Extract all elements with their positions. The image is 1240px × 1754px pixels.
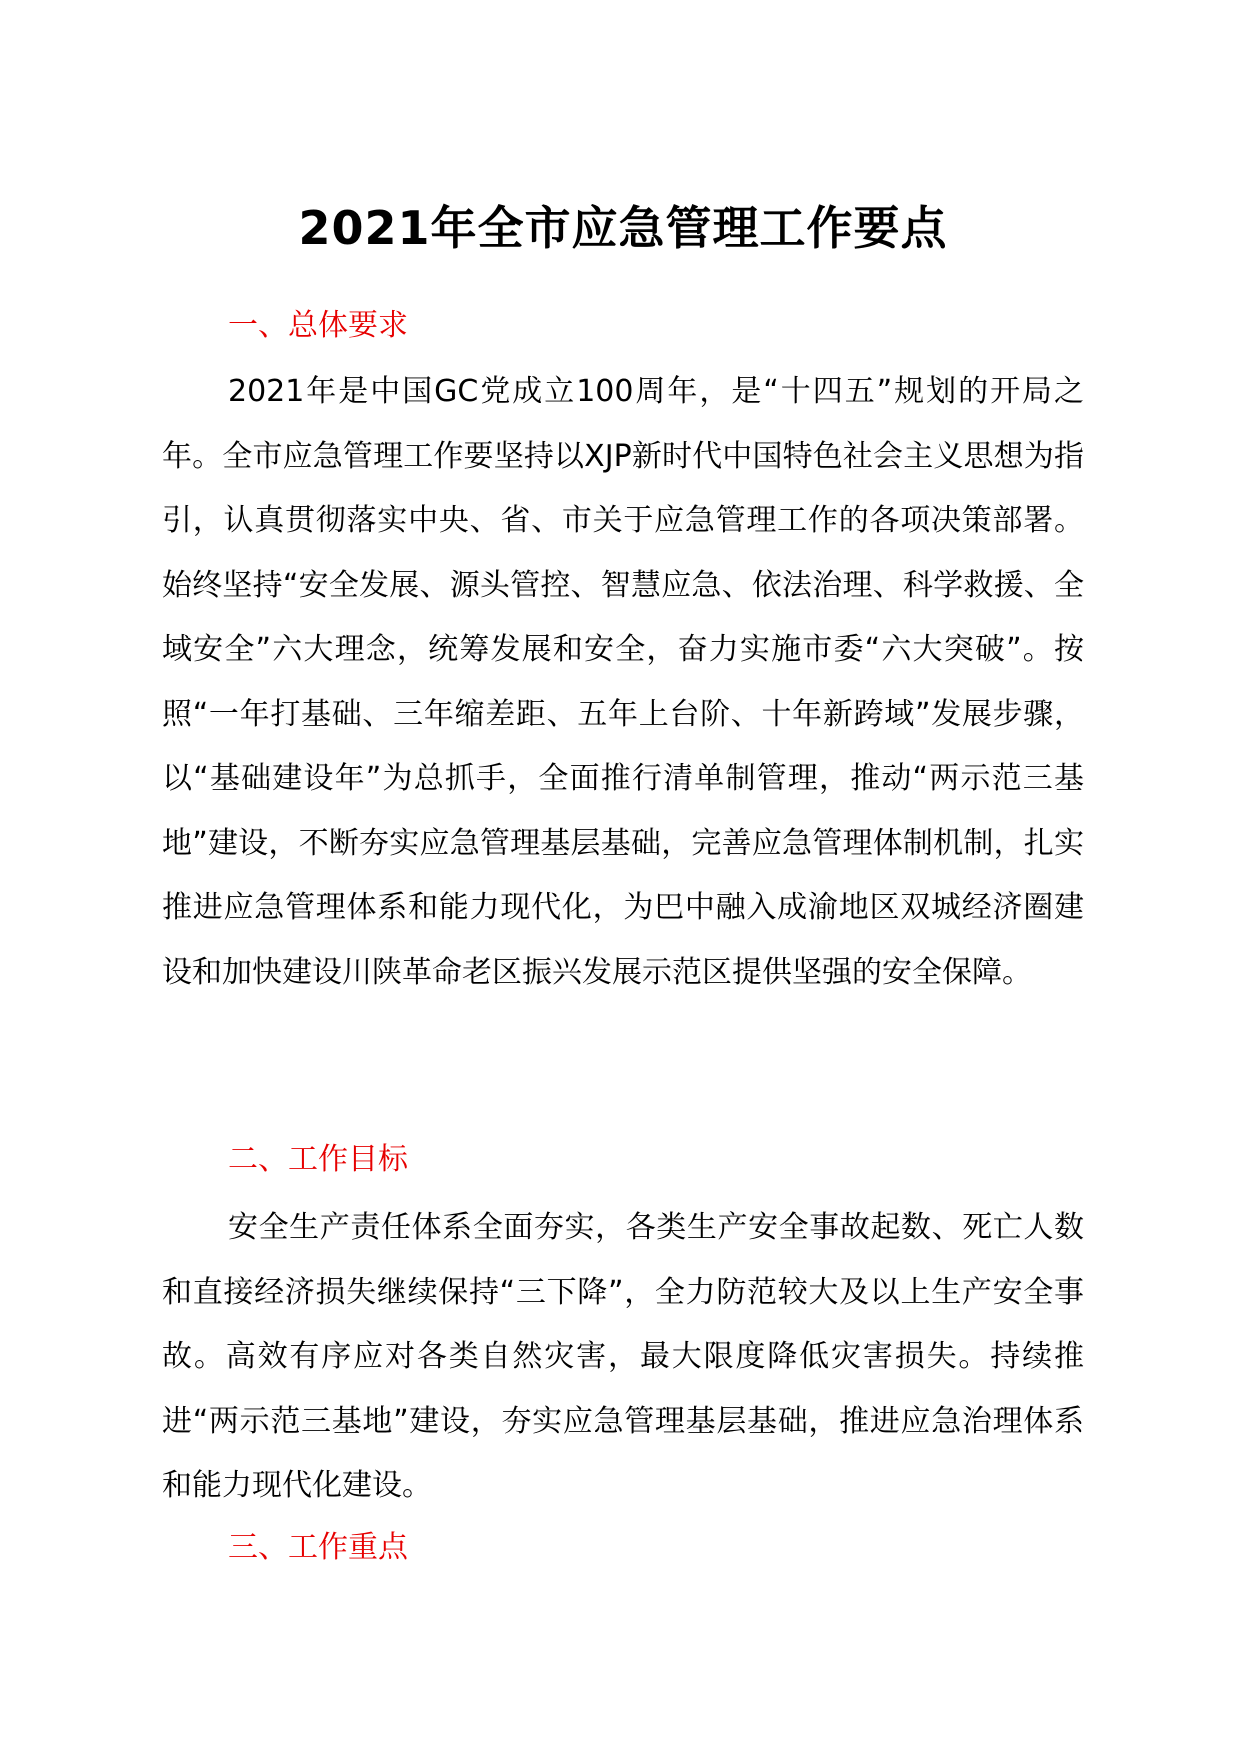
document-title: 2021年全市应急管理工作要点	[298, 201, 948, 255]
section-heading-work-goals: 二、工作目标	[228, 1142, 408, 1177]
section-paragraph-work-goals: 安全生产责任体系全面夯实，各类生产安全事故起数、死亡人数和直接经济损失继续保持“三下降”，全力防范较大及以上生产安全事故。高效有序应对各类自然灾害，最大限度降低灾害损失。持续推进“两示范三基地”建设，夯实应急管理基层基础，推进应急治理体系和能力现代化建设。	[162, 1210, 1084, 1503]
section-heading-overall-requirements: 一、总体要求	[228, 308, 408, 343]
section-paragraph-overall-requirements: 2021年是中国GC党成立100周年，是“十四五”规划的开局之年。全市应急管理工作要坚持以XJP新时代中国特色社会主义思想为指引，认真贯彻落实中央、省、市关于应急管理工作的各项决策部署。始终坚持“安全发展、源头管控、智慧应急、依法治理、科学救援、全域安全”六大理念，统筹发展和安全，奋力实施市委“六大突破”。按照“一年打基础、三年缩差距、五年上台阶、十年新跨域”发展步骤，以“基础建设年”为总抓手，全面推行清单制管理，推动“两示范三基地”建设，不断夯实应急管理基层基础，完善应急管理体制机制，扎实推进应急管理体系和能力现代化，为巴中融入成渝地区双城经济圈建设和加快建设川陕革命老区振兴发展示范区提供坚强的安全保障。	[162, 374, 1084, 990]
document-page	[162, 0, 1084, 1754]
section-heading-work-priorities: 三、工作重点	[228, 1530, 408, 1565]
